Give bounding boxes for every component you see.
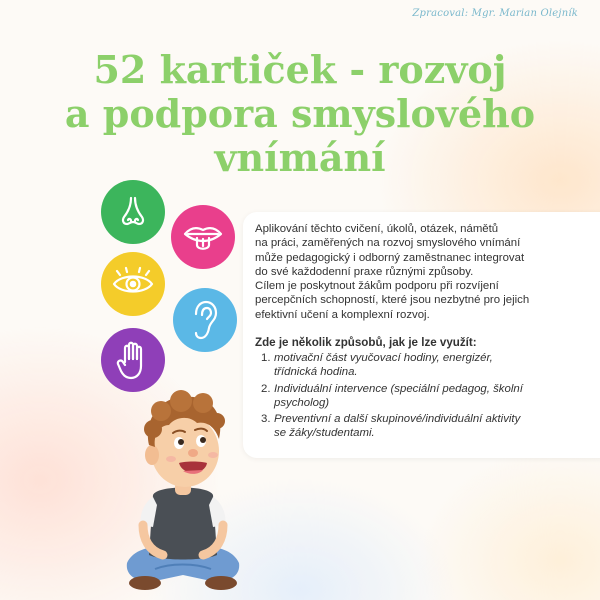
child-illustration: [115, 385, 250, 595]
list-item: [261, 412, 591, 441]
nose-icon: [101, 180, 165, 244]
ear-icon: [173, 288, 237, 352]
list-item-number: 2.: [261, 382, 271, 395]
uses-heading: Zde je několik způsobů, jak je lze využít:: [255, 336, 477, 349]
list-item-text: motivační část vyučovací hodiny, energizér,: [274, 352, 493, 364]
list-item: [261, 382, 591, 411]
author-credit: Zpracoval: Mgr. Marian Olejník: [412, 8, 578, 19]
page-title: [0, 48, 600, 180]
intro-line: efektivní učení a komplexní rozvoj.: [255, 308, 430, 321]
title-line-1: 52 kartiček - rozvoj: [93, 47, 507, 92]
title-line-3: vnímání: [214, 135, 386, 180]
intro-paragraph: [255, 222, 590, 322]
uses-list: [261, 351, 591, 443]
title-line-2: a podpora smyslového: [64, 91, 536, 136]
intro-line: může pedagogický i odborný zaměstnanec integrovat: [255, 251, 525, 264]
intro-line: percepčních schopností, které jsou nezbytné pro jejich: [255, 294, 530, 307]
list-item-text: Individuální intervence (speciální pedagog, školní: [274, 382, 523, 395]
intro-line: na práci, zaměřených na rozvoj smyslového vnímání: [255, 237, 521, 250]
list-item-text: Preventivní a další skupinové/individuální aktivity: [274, 413, 521, 426]
list-item-number: 3.: [261, 413, 271, 426]
intro-line: do své každodenní praxe různými způsoby.: [255, 265, 474, 278]
list-item-number: 1.: [261, 352, 271, 364]
intro-line: Cílem je poskytnout žákům podporu při rozvíjení: [255, 280, 499, 293]
hand-icon: [101, 328, 165, 392]
intro-line: Aplikování těchto cvičení, úkolů, otázek, námětů: [255, 223, 499, 235]
mouth-tongue-icon: [171, 205, 235, 269]
list-item-text: se žáky/studentami.: [274, 427, 375, 440]
list-item-text: psycholog): [274, 396, 330, 409]
eye-icon: [101, 252, 165, 316]
list-item: [261, 351, 591, 380]
list-item-text: třídnická hodina.: [274, 366, 358, 379]
